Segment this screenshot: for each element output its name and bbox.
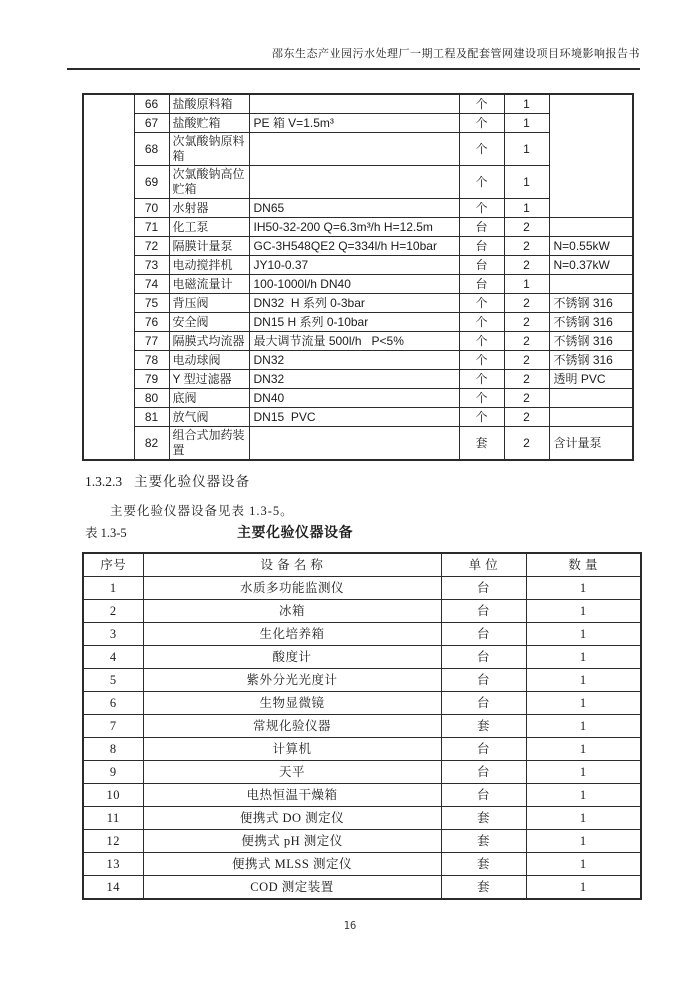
lab-equipment-table (82, 552, 642, 900)
table-row (83, 370, 633, 389)
equipment-spec: DN32 (249, 370, 459, 389)
row-no: 71 (134, 218, 169, 237)
row-no: 73 (134, 256, 169, 275)
equipment-unit: 个 (459, 294, 504, 313)
table-row (83, 692, 641, 715)
equipment-spec: DN15 PVC (249, 408, 459, 427)
equipment-remark (549, 218, 633, 237)
table-row (83, 784, 641, 807)
table-row (83, 715, 641, 738)
row-no: 12 (83, 830, 143, 853)
equipment-remark: 不锈钢 316 (549, 313, 633, 332)
row-no: 2 (83, 600, 143, 623)
equipment-name: 放气阀 (169, 408, 249, 427)
equipment-remark (549, 389, 633, 408)
equipment-unit: 台 (459, 256, 504, 275)
instrument-unit: 台 (441, 623, 526, 646)
equipment-name: 化工泵 (169, 218, 249, 237)
table-row (83, 577, 641, 600)
instrument-name: 常规化验仪器 (143, 715, 441, 738)
table-row (83, 351, 633, 370)
equipment-spec: DN32 H 系列 0-3bar (249, 294, 459, 313)
table-label: 表 1.3-5 (85, 526, 127, 540)
equipment-qty: 2 (504, 370, 549, 389)
equipment-name: 隔膜计量泵 (169, 237, 249, 256)
page-number: 16 (343, 920, 357, 932)
row-no: 76 (134, 313, 169, 332)
equipment-spec: 最大调节流量 500l/h P<5% (249, 332, 459, 351)
equipment-name: 底阀 (169, 389, 249, 408)
section-title: 主要化验仪器设备 (134, 474, 251, 489)
table-row (83, 427, 633, 461)
equipment-spec (249, 133, 459, 166)
equipment-qty: 2 (504, 218, 549, 237)
col-header-unit: 单 位 (441, 553, 526, 577)
col-header-name: 设 备 名 称 (143, 553, 441, 577)
table-row (83, 669, 641, 692)
intro-paragraph: 主要化验仪器设备见表 1.3-5。 (110, 504, 294, 518)
equipment-spec: GC-3H548QE2 Q=334l/h H=10bar (249, 237, 459, 256)
row-no: 5 (83, 669, 143, 692)
table-row (83, 275, 633, 294)
table-row (83, 761, 641, 784)
table-row (83, 600, 641, 623)
table-row (83, 294, 633, 313)
row-no: 4 (83, 646, 143, 669)
row-no: 68 (134, 133, 169, 166)
equipment-remark: N=0.55kW (549, 237, 633, 256)
row-no: 1 (83, 577, 143, 600)
equipment-qty: 1 (504, 199, 549, 218)
doc-header-title: 邵东生态产业园污水处理厂一期工程及配套管网建设项目环境影响报告书 (67, 45, 640, 70)
equipment-spec: IH50-32-200 Q=6.3m³/h H=12.5m (249, 218, 459, 237)
table-header-row (83, 553, 641, 577)
instrument-name: 紫外分光光度计 (143, 669, 441, 692)
equipment-name: 安全阀 (169, 313, 249, 332)
row-no: 75 (134, 294, 169, 313)
row-no: 82 (134, 427, 169, 461)
table-row (83, 408, 633, 427)
equipment-qty: 1 (504, 114, 549, 133)
equipment-qty: 1 (504, 166, 549, 199)
equipment-unit: 个 (459, 94, 504, 114)
row-no: 78 (134, 351, 169, 370)
instrument-unit: 套 (441, 830, 526, 853)
equipment-qty: 2 (504, 313, 549, 332)
row-no: 8 (83, 738, 143, 761)
table-caption-row (85, 523, 632, 543)
instrument-name: 生化培养箱 (143, 623, 441, 646)
equipment-name: 盐酸贮箱 (169, 114, 249, 133)
table-row (83, 218, 633, 237)
equipment-remark: N=0.37kW (549, 256, 633, 275)
equipment-remark (549, 275, 633, 294)
row-no: 13 (83, 853, 143, 876)
equipment-unit: 个 (459, 370, 504, 389)
equipment-name: 次氯酸钠高位贮箱 (169, 166, 249, 199)
instrument-name: 便携式 DO 测定仪 (143, 807, 441, 830)
row-no: 6 (83, 692, 143, 715)
equipment-qty: 1 (504, 275, 549, 294)
equipment-name: Y 型过滤器 (169, 370, 249, 389)
equipment-remark: 透明 PVC (549, 370, 633, 389)
instrument-unit: 台 (441, 692, 526, 715)
row-no: 69 (134, 166, 169, 199)
equipment-unit: 个 (459, 313, 504, 332)
equipment-remark (549, 408, 633, 427)
instrument-name: 天平 (143, 761, 441, 784)
row-no: 66 (134, 94, 169, 114)
equipment-remark: 含计量泵 (549, 427, 633, 461)
instrument-name: 生物显微镜 (143, 692, 441, 715)
equipment-spec: DN65 (249, 199, 459, 218)
row-no: 11 (83, 807, 143, 830)
table-title: 主要化验仪器设备 (237, 524, 353, 540)
equipment-qty: 2 (504, 332, 549, 351)
instrument-qty: 1 (526, 692, 641, 715)
equipment-name: 组合式加药装置 (169, 427, 249, 461)
instrument-unit: 台 (441, 784, 526, 807)
equipment-qty: 2 (504, 256, 549, 275)
row-no: 74 (134, 275, 169, 294)
equipment-unit: 个 (459, 133, 504, 166)
equipment-remark: 不锈钢 316 (549, 294, 633, 313)
equipment-unit: 个 (459, 166, 504, 199)
row-no: 80 (134, 389, 169, 408)
row-no: 14 (83, 876, 143, 900)
instrument-qty: 1 (526, 623, 641, 646)
equipment-name: 背压阀 (169, 294, 249, 313)
instrument-qty: 1 (526, 830, 641, 853)
equipment-unit: 套 (459, 427, 504, 461)
instrument-name: COD 测定装置 (143, 876, 441, 900)
col-header-no: 序号 (83, 553, 143, 577)
instrument-qty: 1 (526, 715, 641, 738)
equipment-spec: JY10-0.37 (249, 256, 459, 275)
equipment-spec: DN15 H 系列 0-10bar (249, 313, 459, 332)
equipment-unit: 台 (459, 218, 504, 237)
row-no: 72 (134, 237, 169, 256)
instrument-qty: 1 (526, 646, 641, 669)
equipment-table (82, 93, 634, 461)
instrument-qty: 1 (526, 807, 641, 830)
equipment-unit: 个 (459, 408, 504, 427)
equipment-remark (549, 94, 633, 218)
row-no: 67 (134, 114, 169, 133)
row-no: 10 (83, 784, 143, 807)
category-cell (83, 94, 134, 460)
equipment-unit: 台 (459, 237, 504, 256)
equipment-name: 电动搅拌机 (169, 256, 249, 275)
equipment-name: 水射器 (169, 199, 249, 218)
col-header-qty: 数 量 (526, 553, 641, 577)
equipment-spec (249, 94, 459, 114)
instrument-qty: 1 (526, 669, 641, 692)
table-row (83, 876, 641, 900)
equipment-spec: DN32 (249, 351, 459, 370)
table-row (83, 237, 633, 256)
instrument-unit: 台 (441, 577, 526, 600)
equipment-unit: 个 (459, 332, 504, 351)
instrument-qty: 1 (526, 876, 641, 900)
instrument-unit: 套 (441, 807, 526, 830)
equipment-remark: 不锈钢 316 (549, 351, 633, 370)
instrument-unit: 套 (441, 853, 526, 876)
equipment-unit: 个 (459, 389, 504, 408)
table-row (83, 853, 641, 876)
table-row (83, 807, 641, 830)
instrument-unit: 台 (441, 646, 526, 669)
table-row (83, 313, 633, 332)
table-row (83, 332, 633, 351)
table-row (83, 646, 641, 669)
instrument-name: 水质多功能监测仪 (143, 577, 441, 600)
row-no: 3 (83, 623, 143, 646)
equipment-qty: 2 (504, 237, 549, 256)
instrument-unit: 台 (441, 669, 526, 692)
row-no: 77 (134, 332, 169, 351)
equipment-qty: 2 (504, 389, 549, 408)
instrument-unit: 套 (441, 876, 526, 900)
equipment-qty: 2 (504, 294, 549, 313)
equipment-spec: PE 箱 V=1.5m³ (249, 114, 459, 133)
equipment-spec: DN40 (249, 389, 459, 408)
equipment-spec (249, 427, 459, 461)
equipment-qty: 2 (504, 408, 549, 427)
instrument-name: 便携式 pH 测定仪 (143, 830, 441, 853)
instrument-qty: 1 (526, 738, 641, 761)
instrument-qty: 1 (526, 577, 641, 600)
equipment-unit: 个 (459, 351, 504, 370)
section-number: 1.3.2.3 (85, 474, 123, 489)
equipment-name: 盐酸原料箱 (169, 94, 249, 114)
equipment-spec: 100-1000l/h DN40 (249, 275, 459, 294)
equipment-qty: 1 (504, 133, 549, 166)
equipment-name: 次氯酸钠原料箱 (169, 133, 249, 166)
row-no: 9 (83, 761, 143, 784)
instrument-qty: 1 (526, 600, 641, 623)
equipment-qty: 2 (504, 351, 549, 370)
instrument-qty: 1 (526, 853, 641, 876)
equipment-name: 电动球阀 (169, 351, 249, 370)
table-row (83, 623, 641, 646)
instrument-name: 酸度计 (143, 646, 441, 669)
equipment-qty: 1 (504, 94, 549, 114)
instrument-name: 便携式 MLSS 测定仪 (143, 853, 441, 876)
equipment-unit: 台 (459, 275, 504, 294)
instrument-unit: 台 (441, 738, 526, 761)
instrument-name: 计算机 (143, 738, 441, 761)
instrument-qty: 1 (526, 784, 641, 807)
instrument-unit: 套 (441, 715, 526, 738)
row-no: 70 (134, 199, 169, 218)
equipment-unit: 个 (459, 114, 504, 133)
row-no: 79 (134, 370, 169, 389)
section-heading (85, 470, 250, 490)
instrument-name: 电热恒温干燥箱 (143, 784, 441, 807)
table-row (83, 389, 633, 408)
instrument-name: 冰箱 (143, 600, 441, 623)
table-row (83, 830, 641, 853)
equipment-unit: 个 (459, 199, 504, 218)
row-no: 81 (134, 408, 169, 427)
table-row (83, 94, 633, 114)
equipment-remark: 不锈钢 316 (549, 332, 633, 351)
instrument-qty: 1 (526, 761, 641, 784)
equipment-name: 电磁流量计 (169, 275, 249, 294)
row-no: 7 (83, 715, 143, 738)
equipment-spec (249, 166, 459, 199)
equipment-qty: 2 (504, 427, 549, 461)
instrument-unit: 台 (441, 761, 526, 784)
table-row (83, 738, 641, 761)
equipment-name: 隔膜式均流器 (169, 332, 249, 351)
instrument-unit: 台 (441, 600, 526, 623)
table-row (83, 256, 633, 275)
